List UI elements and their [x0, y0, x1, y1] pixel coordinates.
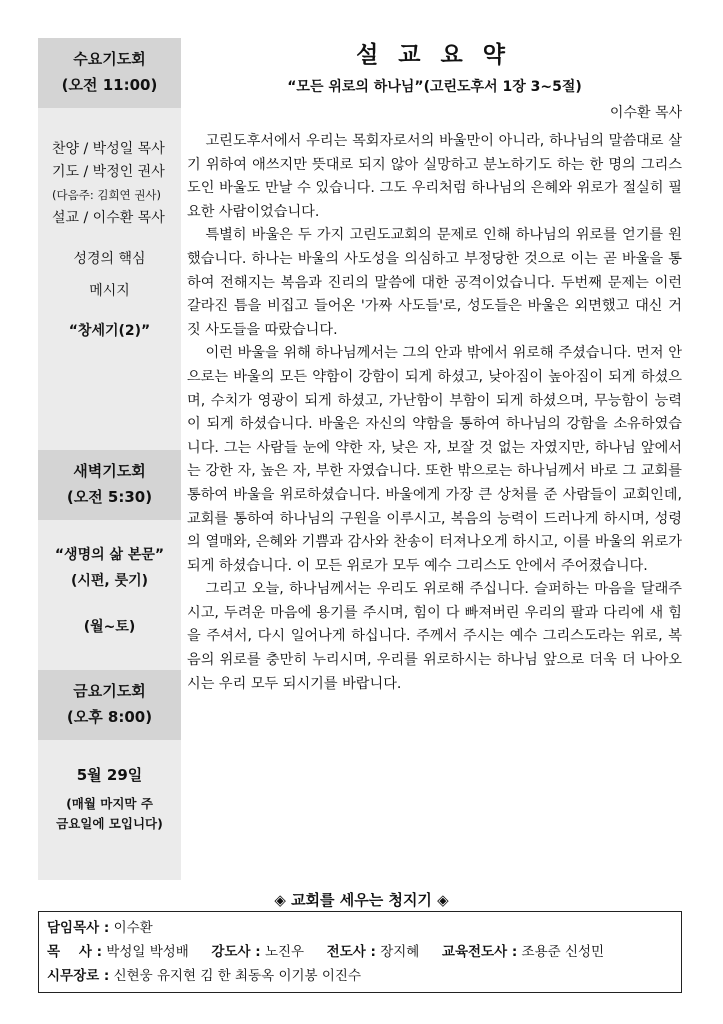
- ministers-label: 목 사 :: [47, 944, 102, 960]
- wednesday-service-title: 수요기도회: [73, 50, 146, 68]
- ministers-value: 박성일 박성배: [106, 944, 189, 960]
- sermon-paragraph-2: 특별히 바울은 두 가지 고린도교회의 문제로 인해 하나님의 위로를 얻기를 원했습니다. 하나는 바울의 사도성을 의심하고 부정당한 것으로 이는 곧 바울을 통하여 전해지는 복음과 진리의 말씀에 대한 공격이었습니다. 두번째 문제는 이런 갈라진 틈을 비집고 들어온 '가짜 사도들'로, 성도들은 바울은 외면했고 대신 거짓 사도들을 따랐습니다.: [187, 227, 682, 338]
- core-message-book: “창세기(2)”: [68, 323, 151, 339]
- evangelist-label: 강도사 :: [211, 944, 261, 960]
- role-prayer: 기도 / 박정인 권사: [52, 164, 165, 180]
- dawn-service-title: 새벽기도회: [73, 462, 146, 480]
- friday-service-details: [38, 740, 181, 880]
- evangelist-value: 노진우: [264, 944, 305, 960]
- edu-label: 교육전도사 :: [441, 944, 518, 960]
- dawn-text-1: “생명의 삶 본문”: [54, 547, 165, 563]
- dawn-days: (월~토): [83, 619, 136, 635]
- stewards-row-3: [47, 964, 673, 988]
- wednesday-service-header: [38, 38, 181, 108]
- sermon-paragraph-1: 고린도후서에서 우리는 목회자로서의 바울만이 아니라, 하나님의 말씀대로 살기 위하여 애쓰지만 뜻대로 되지 않아 실망하고 분노하기도 하는 한 명의 그리스도인 바울도 만날 수 있습니다. 그도 우리처럼 하나님의 은혜와 위로가 절실히 필요한 사람이었습니다.: [187, 133, 682, 220]
- core-message-label-1: 성경의 핵심: [73, 251, 146, 267]
- role-worship: 찬양 / 박성일 목사: [52, 141, 165, 157]
- sermon-body: [187, 130, 682, 696]
- stewards-row-1: [47, 916, 673, 940]
- wednesday-service-details: [38, 108, 181, 450]
- role-sermon: 설교 / 이수환 목사: [52, 210, 165, 226]
- dawn-text-2: (시편, 룻기): [70, 573, 149, 589]
- dawn-service-header: [38, 450, 181, 520]
- core-message-label-2: 메시지: [89, 283, 130, 299]
- pastor-label: 담임목사 :: [47, 920, 110, 936]
- friday-note-2: 금요일에 모입니다): [56, 816, 163, 831]
- dawn-service-details: [38, 520, 181, 670]
- friday-note-1: (매월 마지막 주: [66, 796, 153, 811]
- elders-label: 시무장로 :: [47, 968, 110, 984]
- role-prayer-next: (다음주: 김희연 권사): [52, 188, 162, 202]
- wednesday-service-time: (오전 11:00): [61, 76, 158, 94]
- friday-service-time: (오후 8:00): [66, 708, 153, 726]
- sermon-subtitle: “모든 위로의 하나님”(고린도후서 1장 3~5절): [287, 79, 582, 95]
- friday-service-title: 금요기도회: [73, 682, 146, 700]
- stewards-box: [38, 911, 682, 993]
- sermon-paragraph-3: 이런 바울을 위해 하나님께서는 그의 안과 밖에서 위로해 주셨습니다. 먼저 안으로는 바울의 모든 약함이 강함이 되게 하셨고, 낮아짐이 높아짐이 되게 하셨으며, 수치가 영광이 되게 하셨고, 가난함이 부함이 되게 하셨으며, 무능함이 능력이 되게 하셨습니다. 바울은 자신의 약함을 통하여 하나님의 강함을 소유하였습니다. 그는 사람들 눈에 약한 자, 낮은 자, 보잘 것 없는 자였지만, 하나님 앞에서는 강한 자, 높은 자, 부한 자였습니다. 또한 밖으로는 하나님께서 바로 그 교회를 통하여 바울을 위로하셨습니다. 바울에게 가장 큰 상처를 준 사람들이 교회인데, 교회를 통하여 하나님의 구원을 이루시고, 복음의 능력이 드러나게 하시며, 성령의 열매와, 은혜와 기쁨과 감사와 찬송이 터져나오게 하시고, 이를 바울의 위로가 되게 하셨습니다. 이 모든 위로가 모두 예수 그리스도 안에서 주어졌습니다.: [187, 345, 682, 574]
- sermon-paragraph-4: 그리고 오늘, 하나님께서는 우리도 위로해 주십니다. 슬퍼하는 마음을 달래주시고, 두려운 마음에 용기를 주시며, 힘이 다 빠져버린 우리의 팔과 다리에 새 힘을 주셔서, 다시 일어나게 하십니다. 주께서 주시는 예수 그리스도라는 위로, 복음의 위로를 충만히 누리시며, 우리를 위로하시는 하나님 앞으로 더욱 더 나아오시는 우리 모두 되시기를 바랍니다.: [187, 581, 682, 692]
- friday-service-header: [38, 670, 181, 740]
- missionary-value: 장지혜: [380, 944, 420, 960]
- dawn-service-time: (오전 5:30): [66, 488, 153, 506]
- missionary-label: 전도사 :: [326, 944, 376, 960]
- sermon-title: 설교요약: [356, 42, 525, 68]
- friday-date: 5월 29일: [76, 766, 143, 784]
- sermon-author: 이수환 목사: [609, 105, 682, 121]
- sidebar: [38, 38, 181, 880]
- pastor-value: 이수환: [113, 920, 153, 936]
- elders-value: 신현웅 유지현 김 한 최동옥 이기봉 이진수: [113, 968, 362, 984]
- edu-value: 조용준 신성민: [521, 944, 605, 960]
- sermon-summary: [187, 38, 682, 696]
- stewards-row-2: [47, 940, 673, 964]
- stewards-title: ◈ 교회를 세우는 청지기 ◈: [274, 891, 449, 909]
